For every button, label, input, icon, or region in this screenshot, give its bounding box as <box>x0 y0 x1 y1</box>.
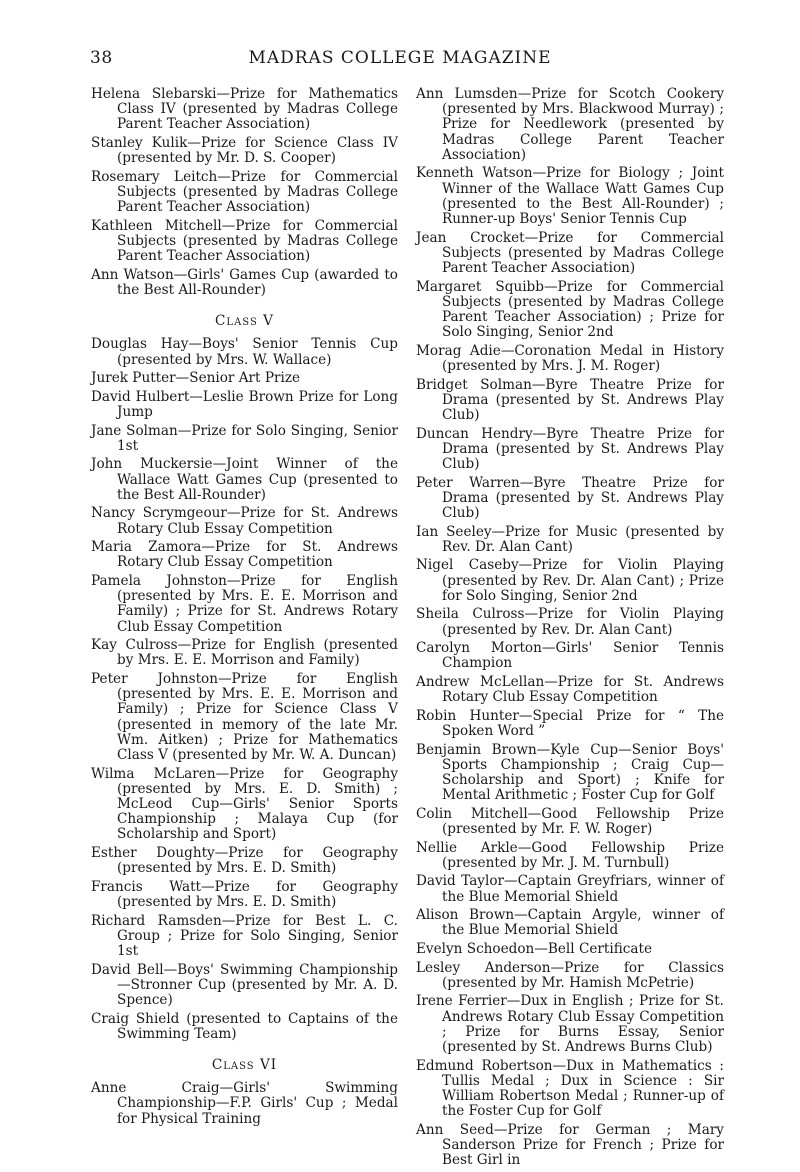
prize-entry: Jurek Putter—Senior Art Prize <box>91 370 301 387</box>
prize-entry: Peter Warren—Byre Theatre Prize for Drama (presented by St. Andrews Play Club) <box>416 474 724 522</box>
prize-entry: Peter Johnston—Prize for English (presented by Mrs. E. E. Morrison and Family) ; Prize for Science Class V (presented in memory of the late Mr. Wm. Aitken) ; Prize for Mathematics Class V (presented by Mr. W. A. Duncan) <box>91 670 398 763</box>
prize-entry: Pamela Johnston—Prize for English (presented by Mrs. E. E. Morrison and Family) ; Prize for St. Andrews Rotary Club Essay Competition <box>91 572 398 635</box>
prize-entry: Ann Seed—Prize for German ; Mary Sanderson Prize for French ; Prize for Best Girl in <box>416 1121 724 1169</box>
prize-entry: Anne Craig—Girls' Swimming Championship—F.P. Girls' Cup ; Medal for Physical Training <box>91 1080 398 1127</box>
right-column <box>416 87 724 1172</box>
prize-entry: Rosemary Leitch—Prize for Commercial Subjects (presented by Madras College Parent Teacher Association) <box>91 168 398 216</box>
prize-entry: Margaret Squibb—Prize for Commercial Subjects (presented by Madras College Parent Teacher Association) ; Prize for Solo Singing, Senior 2nd <box>416 278 724 341</box>
class-vi-heading: Class VI <box>211 1057 278 1073</box>
prize-entry: Duncan Hendry—Byre Theatre Prize for Drama (presented by St. Andrews Play Club) <box>416 425 724 473</box>
prize-entry: Craig Shield (presented to Captains of the Swimming Team) <box>91 1010 398 1042</box>
prize-entry: Ann Lumsden—Prize for Scotch Cookery (presented by Mrs. Blackwood Murray) ; Prize for Needlework (presented by Madras College Parent Teacher Association) <box>416 86 724 163</box>
prize-entry: Kay Culross—Prize for English (presented by Mrs. E. E. Morrison and Family) <box>91 637 398 669</box>
prize-entry: Francis Watt—Prize for Geography (presented by Mrs. E. D. Smith) <box>91 878 398 910</box>
page-number: 38 <box>90 48 113 68</box>
prize-entry: Benjamin Brown—Kyle Cup—Senior Boys' Sports Championship ; Craig Cup—Scholarship and Sport) ; Knife for Mental Arithmetic ; Foster Cup for Golf <box>416 741 724 804</box>
prize-entry: David Bell—Boys' Swimming Championship—Stronner Cup (presented by Mr. A. D. Spence) <box>91 961 398 1008</box>
class-v-heading: Class V <box>215 313 274 330</box>
prize-entry: Nancy Scrymgeour—Prize for St. Andrews Rotary Club Essay Competition <box>91 505 398 537</box>
prize-entry: Carolyn Morton—Girls' Senior Tennis Champion <box>416 640 724 672</box>
prize-entry: Helena Slebarski—Prize for Mathematics Class IV (presented by Madras College Parent Teacher Association) <box>91 86 398 133</box>
prize-entry: David Hulbert—Leslie Brown Prize for Long Jump <box>91 388 398 420</box>
prize-entry: Kenneth Watson—Prize for Biology ; Joint Winner of the Wallace Watt Games Cup (presented to the Best All-Rounder) ; Runner-up Boys' Senior Tennis Cup <box>416 165 724 228</box>
prize-entry: Edmund Robertson—Dux in Mathematics : Tullis Medal ; Dux in Science : Sir William Robertson Medal ; Runner-up of the Foster Cup for Golf <box>416 1057 724 1120</box>
prize-entry: Wilma McLaren—Prize for Geography (presented by Mrs. E. D. Smith) ; McLeod Cup—Girls' Senior Sports Championship ; Malaya Cup (for Scholarship and Sport) <box>91 765 398 843</box>
prize-entry: Kathleen Mitchell—Prize for Commercial Subjects (presented by Madras College Parent Teacher Association) <box>91 217 398 265</box>
prize-entry: Ian Seeley—Prize for Music (presented by Rev. Dr. Alan Cant) <box>416 523 724 555</box>
prize-entry: Morag Adie—Coronation Medal in History (presented by Mrs. J. M. Roger) <box>416 342 724 375</box>
prize-entry: Jane Solman—Prize for Solo Singing, Senior 1st <box>91 422 398 454</box>
prize-entry: Alison Brown—Captain Argyle, winner of the Blue Memorial Shield <box>416 907 724 939</box>
prize-entry: Andrew McLellan—Prize for St. Andrews Rotary Club Essay Competition <box>416 674 724 706</box>
prize-entry: Sheila Culross—Prize for Violin Playing (presented by Rev. Dr. Alan Cant) <box>416 606 724 638</box>
prize-entry: Richard Ramsden—Prize for Best L. C. Group ; Prize for Solo Singing, Senior 1st <box>91 912 398 959</box>
prize-entry: Nigel Caseby—Prize for Violin Playing (presented by Rev. Dr. Alan Cant) ; Prize for Solo Singing, Senior 2nd <box>416 557 724 604</box>
prize-entry: Robin Hunter—Special Prize for “ The Spoken Word ” <box>416 707 724 739</box>
prize-entry: Bridget Solman—Byre Theatre Prize for Drama (presented by St. Andrews Play Club) <box>416 376 724 424</box>
prize-entry: Maria Zamora—Prize for St. Andrews Rotary Club Essay Competition <box>91 539 398 571</box>
prize-entry: John Muckersie—Joint Winner of the Wallace Watt Games Cup (presented to the Best All-Rounder) <box>91 456 398 503</box>
prize-entry: Irene Ferrier—Dux in English ; Prize for St. Andrews Rotary Club Essay Competition ; Prize for Burns Essay, Senior (presented by St. Andrews Burns Club) <box>416 993 724 1055</box>
prize-entry: Douglas Hay—Boys' Senior Tennis Cup (presented by Mrs. W. Wallace) <box>91 336 398 368</box>
prize-entry: Jean Crocket—Prize for Commercial Subjects (presented by Madras College Parent Teacher Association) <box>416 229 724 277</box>
prize-entry: Colin Mitchell—Good Fellowship Prize (presented by Mr. F. W. Roger) <box>416 805 724 837</box>
prize-entry: Ann Watson—Girls' Games Cup (awarded to the Best All-Rounder) <box>91 266 398 298</box>
prize-entry: Lesley Anderson—Prize for Classics (presented by Mr. Hamish McPetrie) <box>416 959 724 991</box>
left-column <box>91 87 398 1130</box>
prize-entry: Esther Doughty—Prize for Geography (presented by Mrs. E. D. Smith) <box>91 845 398 877</box>
prize-entry: Stanley Kulik—Prize for Science Class IV (presented by Mr. D. S. Cooper) <box>91 135 398 167</box>
prize-entry: Nellie Arkle—Good Fellowship Prize (presented by Mr. J. M. Turnbull) <box>416 839 724 871</box>
running-head-title: MADRAS COLLEGE MAGAZINE <box>248 48 552 68</box>
prize-entry: Evelyn Schoedon—Bell Certificate <box>416 940 652 957</box>
prize-entry: David Taylor—Captain Greyfriars, winner of the Blue Memorial Shield <box>416 873 724 905</box>
